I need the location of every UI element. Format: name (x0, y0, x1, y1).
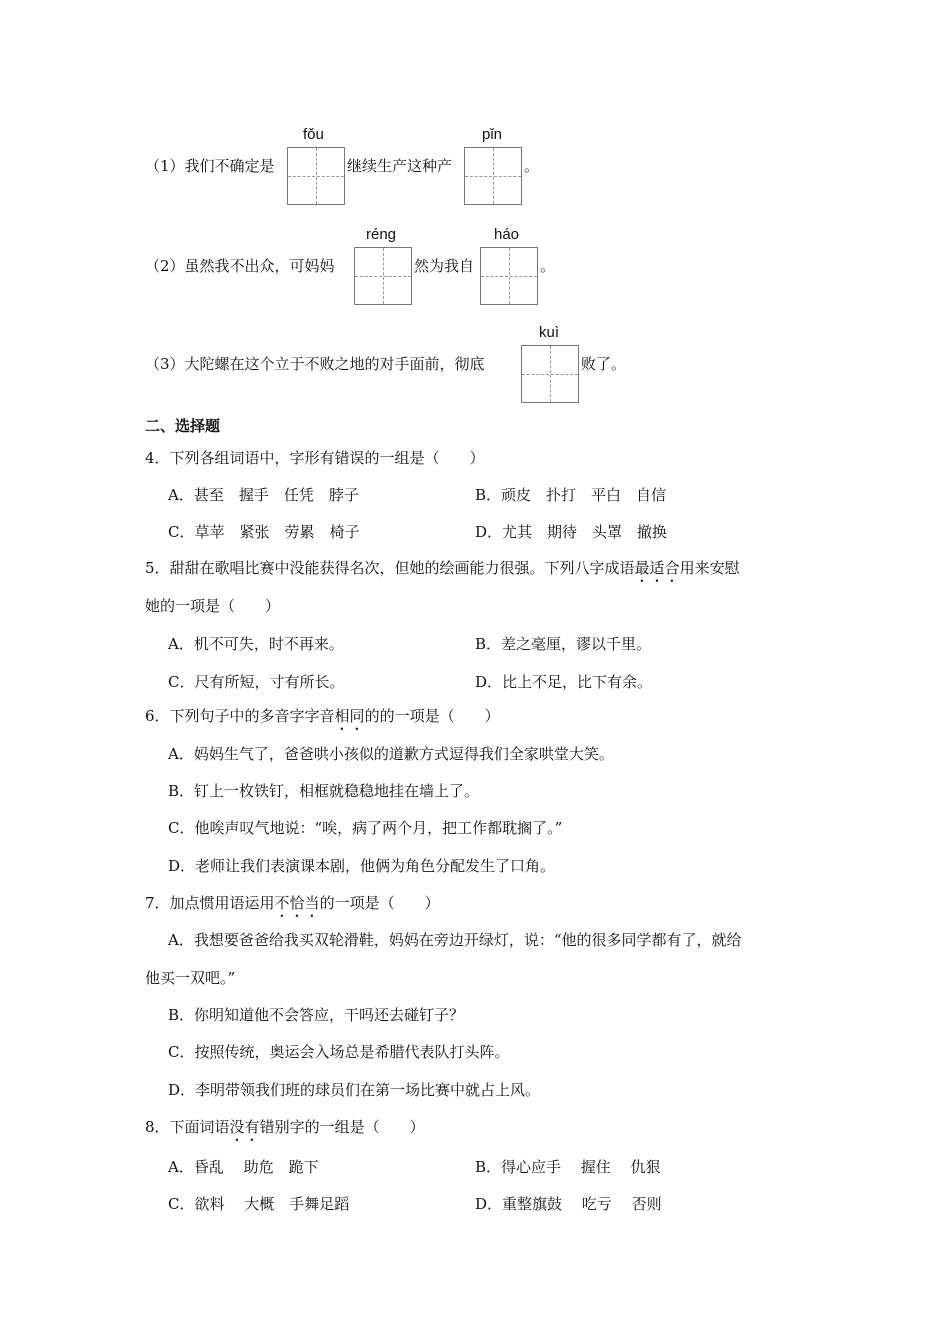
q7-option-c[interactable]: C．按照传统，奥运会入场总是希腊代表队打头阵。 (168, 1043, 510, 1061)
q1-writing-box-2[interactable] (464, 147, 522, 205)
q6-option-a[interactable]: A．妈妈生气了，爸爸哄小孩似的道歉方式逗得我们全家哄堂大笑。 (168, 745, 614, 763)
q4-option-a[interactable]: A．甚至 握手 任凭 脖子 (168, 486, 359, 504)
q8-stem: 8．下面词语没有错别字的一组是（ ） (145, 1118, 425, 1136)
q3-writing-box-1[interactable] (521, 345, 579, 403)
q7-option-d[interactable]: D．李明带领我们班的球员们在第一场比赛中就占上风。 (168, 1081, 541, 1099)
q2-text-end: 。 (540, 257, 556, 275)
q2-text-before: （2）虽然我不出众，可妈妈 (145, 257, 335, 275)
q2-writing-box-2[interactable] (480, 247, 538, 305)
q5-stem-line2: 她的一项是（ ） (145, 597, 281, 615)
q6-emphasis: 相同 (334, 707, 365, 725)
q1-text-middle: 继续生产这种产 (347, 157, 453, 175)
q1-text-before: （1）我们不确定是 (145, 157, 275, 175)
q2-pinyin-2: háo (494, 226, 520, 243)
q8-option-d[interactable]: D．重整旗鼓 吃亏 否则 (475, 1195, 662, 1213)
q5-option-b[interactable]: B．差之毫厘，谬以千里。 (475, 635, 652, 653)
q2-text-middle: 然为我自 (414, 257, 475, 275)
q3-text-before: （3）大陀螺在这个立于不败之地的对手面前，彻底 (145, 355, 485, 373)
q8-option-c[interactable]: C．欲料 大概 手舞足蹈 (168, 1195, 350, 1213)
q1-writing-box-1[interactable] (287, 147, 345, 205)
section-title: 二、选择题 (145, 417, 221, 435)
q3-pinyin-1: kuì (539, 324, 560, 341)
q7-option-b[interactable]: B．你明知道他不会答应，干吗还去碰钉子？ (168, 1006, 465, 1024)
q5-stem: 5．甜甜在歌唱比赛中没能获得名次，但她的绘画能力很强。下列八字成语最适合用来安慰 (145, 559, 740, 577)
q5-emphasis: 最适合 (634, 559, 680, 577)
q2-pinyin-1: réng (366, 226, 397, 243)
q4-option-c[interactable]: C．草苹 紧张 劳累 椅子 (168, 523, 360, 541)
q5-option-a[interactable]: A．机不可失，时不再来。 (168, 635, 344, 653)
q1-text-end: 。 (524, 157, 540, 175)
q8-option-b[interactable]: B．得心应手 握住 仇狠 (475, 1158, 661, 1176)
q6-option-b[interactable]: B．钉上一枚铁钉，相框就稳稳地挂在墙上了。 (168, 782, 480, 800)
q7-option-a-line1[interactable]: A．我想要爸爸给我买双轮滑鞋，妈妈在旁边开绿灯，说：“他的很多同学都有了，就给 (168, 931, 742, 949)
q1-pinyin-2: pǐn (482, 126, 503, 143)
q2-writing-box-1[interactable] (354, 247, 412, 305)
q5-option-d[interactable]: D．比上不足，比下有余。 (475, 673, 653, 691)
q3-text-end: 败了。 (581, 355, 627, 373)
q6-stem: 6．下列句子中的多音字字音相同的的一项是（ ） (145, 707, 500, 725)
q5-option-c[interactable]: C．尺有所短，寸有所长。 (168, 673, 345, 691)
q4-stem: 4．下列各组词语中，字形有错误的一组是（ ） (145, 449, 485, 467)
q4-option-b[interactable]: B．顽皮 扑打 平白 自信 (475, 486, 667, 504)
q8-option-a[interactable]: A．昏乱 助危 跪下 (168, 1158, 319, 1176)
q7-emphasis: 不恰当 (274, 894, 320, 912)
q8-emphasis: 没有 (229, 1118, 260, 1136)
q6-option-c[interactable]: C．他唉声叹气地说：“唉，病了两个月，把工作都耽搁了。” (168, 819, 563, 837)
q6-option-d[interactable]: D．老师让我们表演课本剧，他俩为角色分配发生了口角。 (168, 857, 556, 875)
q7-option-a-line2: 他买一双吧。” (145, 969, 236, 987)
q7-stem: 7．加点惯用语运用不恰当的一项是（ ） (145, 894, 440, 912)
q4-option-d[interactable]: D．尤其 期待 头罩 撤换 (475, 523, 668, 541)
q1-pinyin-1: fǒu (303, 126, 324, 143)
